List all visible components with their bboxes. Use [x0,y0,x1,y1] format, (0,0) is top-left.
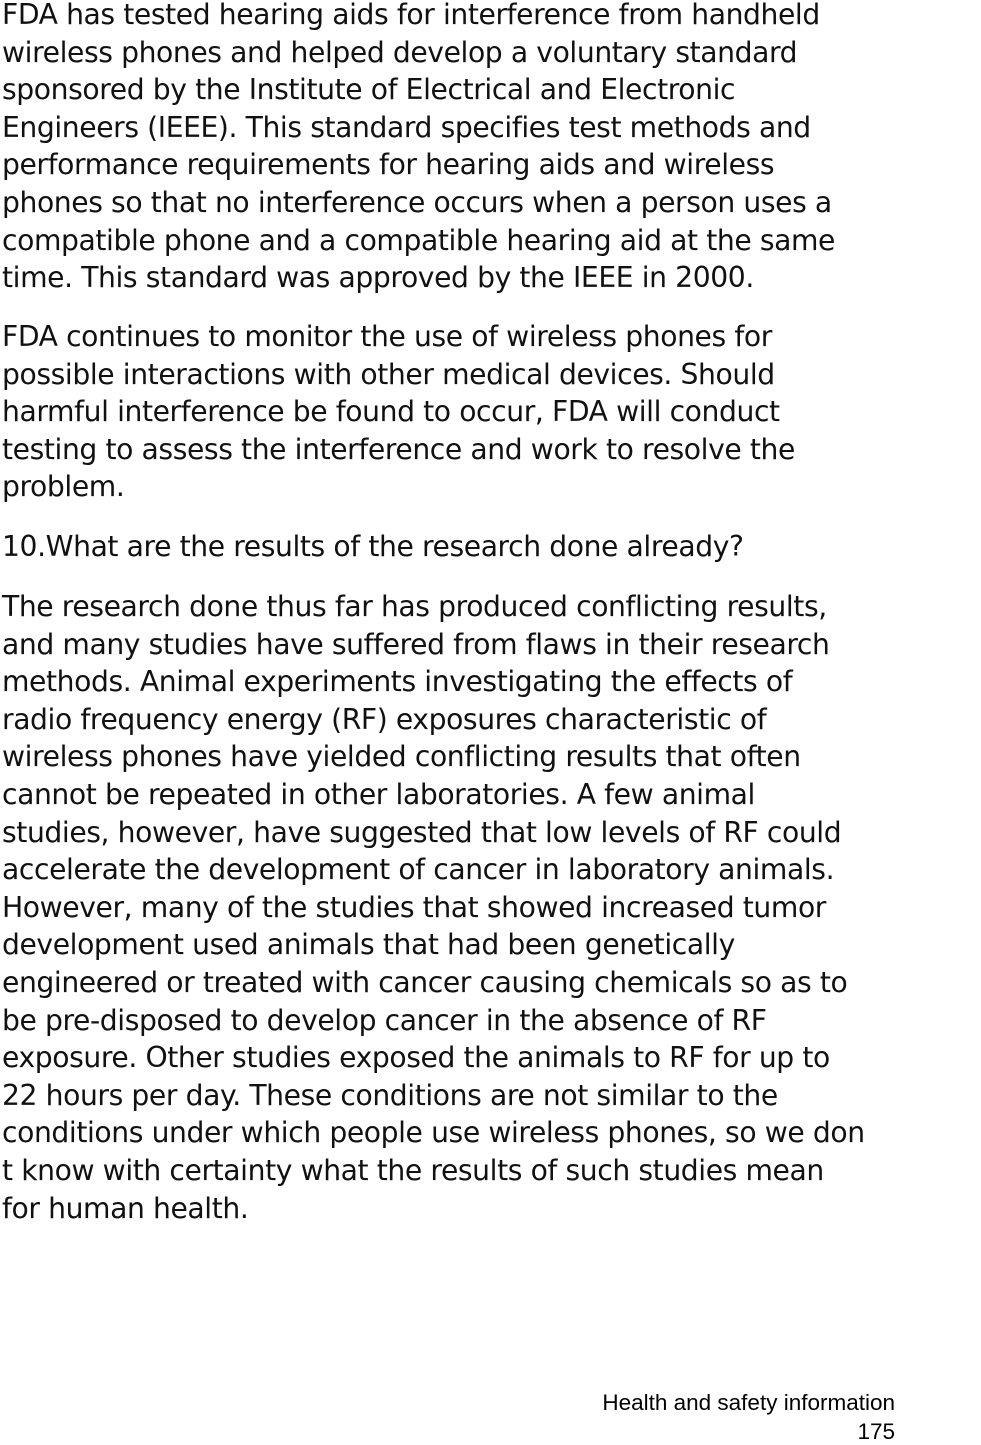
question-heading-10: 10.What are the results of the research done already? [2,530,744,563]
footer-section-title: Health and safety information [602,1390,895,1415]
paragraph-fda-monitoring: FDA continues to monitor the use of wireless phones for possible interactions with other medical devices. Should harmful interference be found to occur, FDA will conduct testing to assess the interference and work to resolve the problem. [2,320,795,504]
page-number: 175 [857,1419,895,1444]
paragraph-hearing-aid-standard: FDA has tested hearing aids for interference from handheld wireless phones and helped develop a voluntary standard sponsored by the Institute of Electrical and Electronic Engineers (IEEE). This standard specifies test methods and performance requirements for hearing aids and wireless phones so that no interference occurs when a person uses a compatible phone and a compatible hearing aid at the same time. This standard was approved by the IEEE in 2000. [2,0,835,295]
paragraph-research-results: The research done thus far has produced conflicting results, and many studies have suffered from flaws in their research methods. Animal experiments investigating the effects of radio frequency energy (RF) exposures characteristic of wireless phones have yielded conflicting results that often cannot be repeated in other laboratories. A few animal studies, however, have suggested that low levels of RF could accelerate the development of cancer in laboratory animals. However, many of the studies that showed increased tumor development used animals that had been genetically engineered or treated with cancer causing chemicals so as to be pre-disposed to develop cancer in the absence of RF exposure. Other studies exposed the animals to RF for up to 22 hours per day. These conditions are not similar to the conditions under which people use wireless phones, so we don t know with certainty what the results of such studies mean for human health. [2,590,865,1225]
